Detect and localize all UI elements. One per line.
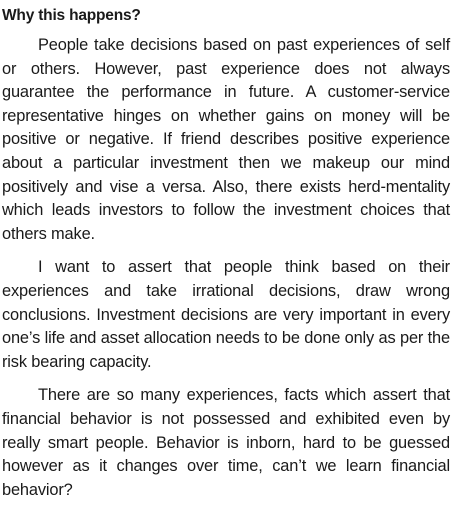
paragraph-1: People take decisions based on past experiences of self or others. However, past experience does not always guarantee the performance in future. A customer-service representative hinges on whether gains on money will be positive or negative. If friend describes positive experience about a particular investment then we makeup our mind positively and vise a versa. Also, there exists herd-mentality which leads investors to follow the investment choices that others make. — [2, 36, 450, 243]
section-heading: Why this happens? — [2, 7, 141, 24]
paragraph-2: I want to assert that people think based on their experiences and take irrational decisions, draw wrong conclusions. Investment decisions are very important in every one’s life and asset allocation needs to be done only as per the risk bearing capacity. — [2, 258, 450, 371]
paragraph-3: There are so many experiences, facts which assert that financial behavior is not possessed and exhibited even by really smart people. Behavior is inborn, hard to be guessed however as it changes over time, can’t we learn financial behavior? — [2, 386, 450, 499]
